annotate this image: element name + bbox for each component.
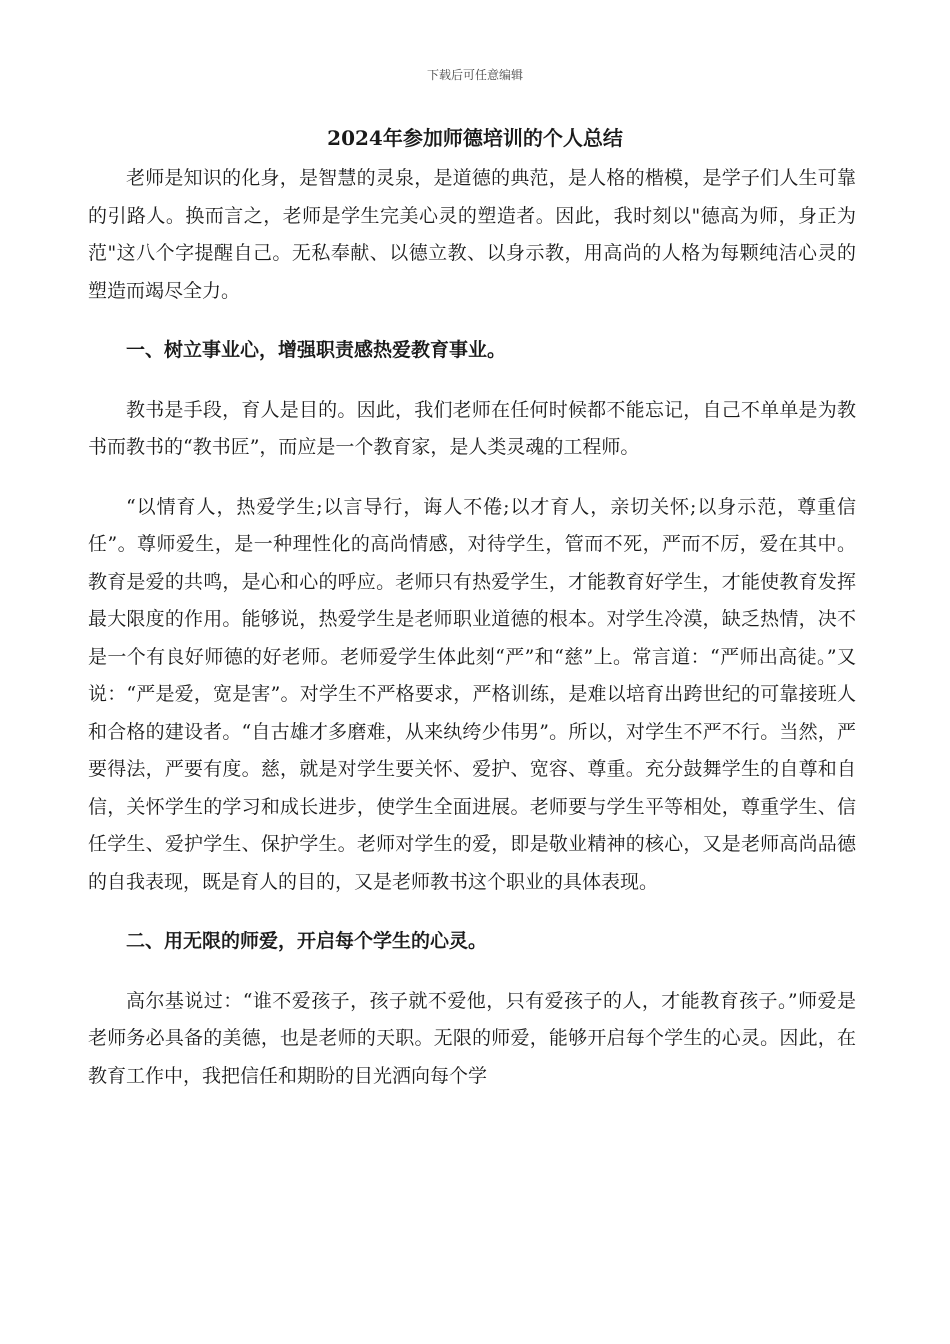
- paragraph-intro: 老师是知识的化身，是智慧的灵泉，是道德的典范，是人格的楷模，是学子们人生可靠的引路人。换而言之，老师是学生完美心灵的塑造者。因此，我时刻以"德高为师，身正为范"这八个字提醒自己。无私奉献、以德立教、以身示教，用高尚的人格为每颗纯洁心灵的塑造而竭尽全力。: [88, 167, 856, 302]
- paragraph-gorky-quote: 高尔基说过：“谁不爱孩子，孩子就不爱他，只有爱孩子的人，才能教育孩子。”师爱是老师务必具备的美德，也是老师的天职。无限的师爱，能够开启每个学生的心灵。因此，在教育工作中，我把信任和期盼的目光洒向每个学: [88, 989, 856, 1087]
- paragraph-love-students: “以情育人，热爱学生;以言导行，诲人不倦;以才育人，亲切关怀;以身示范，尊重信任”。尊师爱生，是一种理性化的高尚情感，对待学生，管而不死，严而不厉，爱在其中。教育是爱的共鸣，是心和心的呼应。老师只有热爱学生，才能教育好学生，才能使教育发挥最大限度的作用。能够说，热爱学生是老师职业道德的根本。对学生冷漠，缺乏热情，决不是一个有良好师德的好老师。老师爱学生体此刻“严”和“慈”上。常言道：“严师出高徒。”又说：“严是爱，宽是害”。对学生不严格要求，严格训练，是难以培育出跨世纪的可靠接班人和合格的建设者。“自古雄才多磨难，从来纨绔少伟男”。所以，对学生不严不行。当然，严要得法，严要有度。慈，就是对学生要关怀、爱护、宽容、尊重。充分鼓舞学生的自尊和自信，关怀学生的学习和成长进步，使学生全面进展。老师要与学生平等相处，尊重学生、信任学生、爱护学生、保护学生。老师对学生的爱，即是敬业精神的核心，又是老师高尚品德的自我表现，既是育人的目的，又是老师教书这个职业的具体表现。: [88, 495, 856, 893]
- paragraph-teaching-purpose: 教书是手段，育人是目的。因此，我们老师在任何时候都不能忘记，自己不单单是为教书而教书的“教书匠”，而应是一个教育家，是人类灵魂的工程师。: [88, 398, 856, 458]
- header-note: 下载后可任意编辑: [426, 68, 523, 82]
- document-title: 2024年参加师德培训的个人总结: [327, 126, 623, 150]
- document-body: [88, 160, 856, 1117]
- section-heading-2: 二、用无限的师爱，开启每个学生的心灵。: [126, 930, 488, 952]
- section-heading-1: 一、树立事业心，增强职责感热爱教育事业。: [126, 339, 507, 361]
